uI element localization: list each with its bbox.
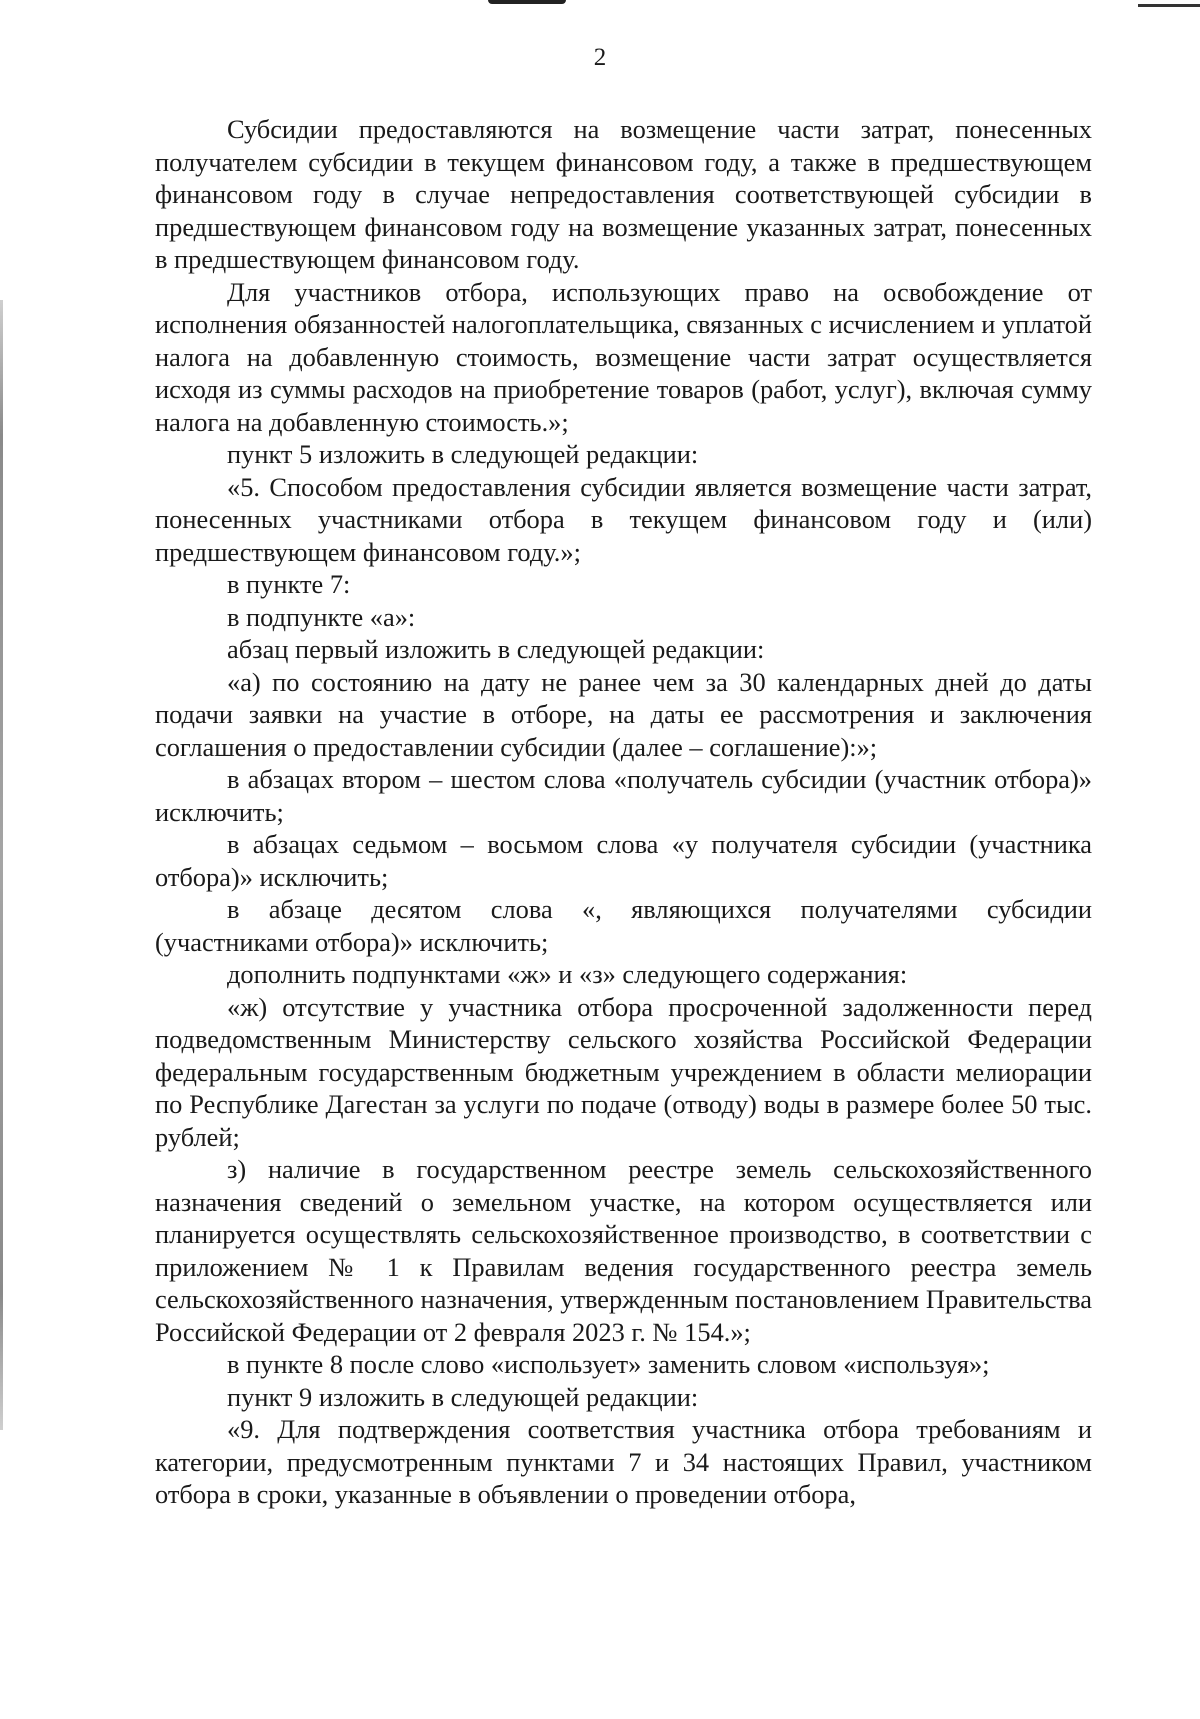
paragraph-add-subitems: дополнить подпунктами «ж» и «з» следующего содержания: <box>227 959 908 989</box>
paragraph-subsidy-reimbursement: Субсидии предоставляются на возмещение части затрат, понесенных получателем субсидии в текущем финансовом году, а также в предшествующем финансовом году в случае непредоставления соответствующей субсидии в предшествующем финансовом году на возмещение указанных затрат, понесенных в предшествующем финансовом году. <box>155 114 1092 274</box>
paragraph-item-5-text: «5. Способом предоставления субсидии является возмещение части затрат, понесенных участниками отбора в текущем финансовом году и (или) предшествующем финансовом году.»; <box>155 471 1092 567</box>
paragraph-item-8: в пункте 8 после слово «использует» заменить словом «используя»; <box>227 1349 990 1379</box>
scan-edge-left <box>0 300 3 1430</box>
paragraph-exclude-7-8: в абзацах седьмом – восьмом слова «у получателя субсидии (участника отбора)» исключить; <box>155 829 1092 892</box>
scan-artifact-top <box>488 0 566 4</box>
paragraph-vat-exemption: Для участников отбора, использующих право на освобождение от исполнения обязанностей налогоплательщика, связанных с исчислением и уплатой налога на добавленную стоимость, возмещение части затрат осуществляется исходя из суммы расходов на приобретение товаров (работ, услуг), включая сумму налога на добавленную стоимость.»; <box>155 276 1092 437</box>
paragraph-exclude-2-6: в абзацах втором – шестом слова «получатель субсидии (участник отбора)» исключить; <box>155 764 1092 827</box>
paragraph-subitem-a-intro: в подпункте «а»: <box>227 601 416 632</box>
paragraph-subitem-a-text: «а) по состоянию на дату не ранее чем за 30 календарных дней до даты подачи заявки на участие в отборе, на даты ее рассмотрения и заключения соглашения о предоставлении субсидии (далее – соглашение):»; <box>155 666 1092 762</box>
document-body <box>155 113 1092 1511</box>
paragraph-item-9-intro: пункт 9 изложить в следующей редакции: <box>227 1381 699 1412</box>
paragraph-item-5-intro: пункт 5 изложить в следующей редакции: <box>227 439 699 469</box>
paragraph-first-paragraph-intro: абзац первый изложить в следующей редакции: <box>227 634 765 664</box>
paragraph-subitem-zh: «ж) отсутствие у участника отбора просроченной задолженности перед подведомственным Министерству сельского хозяйства Российской Федерации федеральным государственным бюджетным учреждением в области мелиорации по Республике Дагестан за услуги по подаче (отводу) воды в размере более 50 тыс. рублей; <box>155 991 1092 1152</box>
paragraph-item-9-text: «9. Для подтверждения соответствия участника отбора требованиям и категории, предусмотренным пунктами 7 и 34 настоящих Правил, участником отбора в сроки, указанные в объявлении о проведении отбора, <box>155 1414 1092 1509</box>
paragraph-subitem-z: з) наличие в государственном реестре земель сельскохозяйственного назначения сведений о земельном участке, на котором осуществляется или планируется осуществлять сельскохозяйственное производство, в соответствии с приложением № 1 к Правилам ведения государственного реестра земель сельскохозяйственного назначения, утвержденным постановлением Правительства Российской Федерации от 2 февраля 2023 г. № 154.»; <box>155 1154 1092 1347</box>
scan-artifact-top-right <box>1138 4 1200 7</box>
paragraph-item-7-intro: в пункте 7: <box>227 569 351 599</box>
page-number: 2 <box>593 44 607 71</box>
paragraph-exclude-10: в абзаце десятом слова «, являющихся получателями субсидии (участниками отбора)» исключить; <box>155 894 1092 957</box>
